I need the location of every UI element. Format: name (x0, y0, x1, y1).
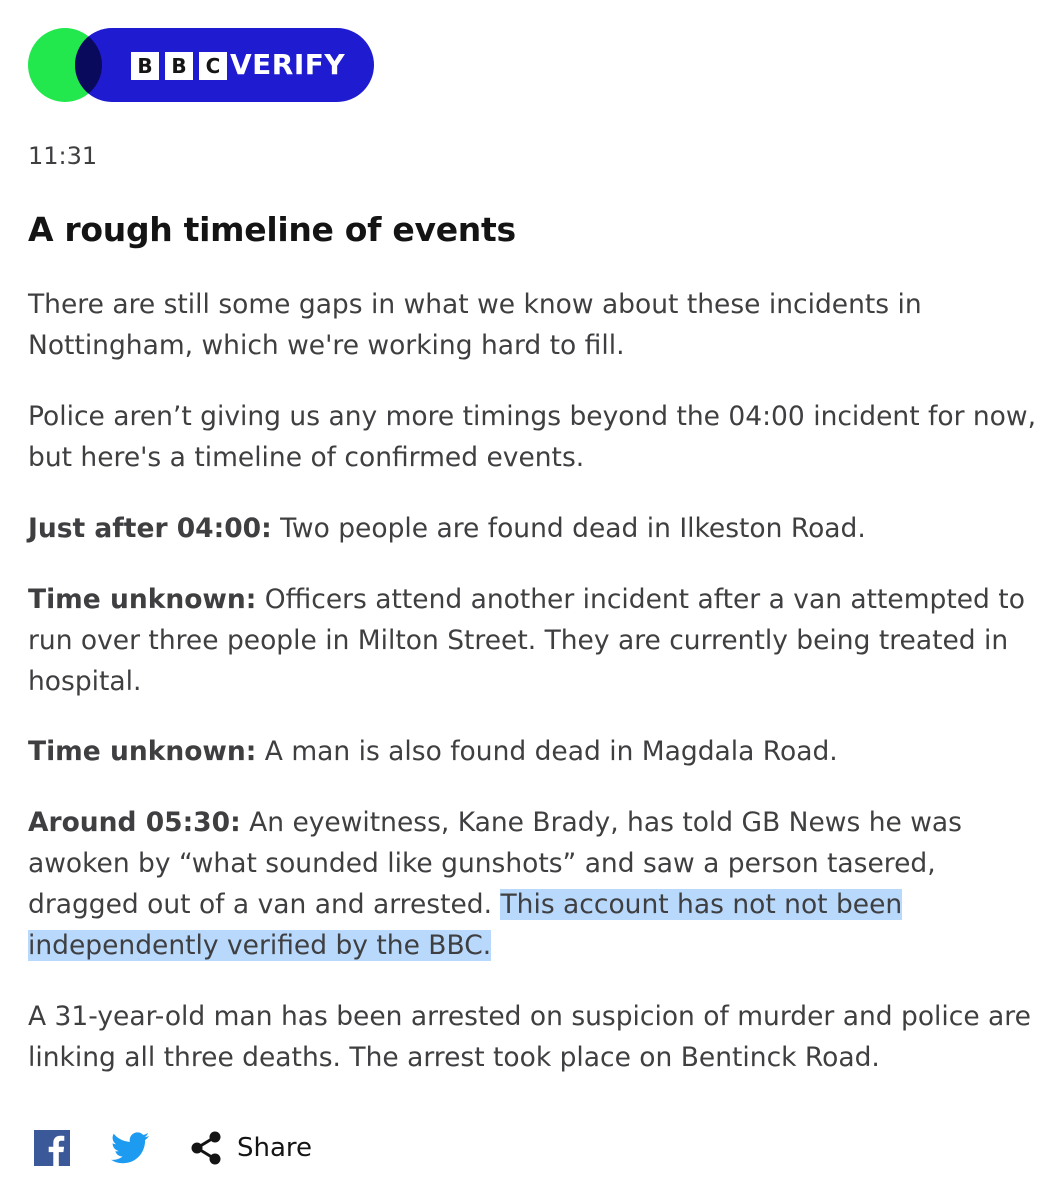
closing-paragraph: A 31-year-old man has been arrested on suspicion of murder and police are linking all three deaths. The arrest took place on Bentinck Road. (28, 1001, 1031, 1073)
share-button[interactable] (189, 1130, 312, 1166)
share-label: Share (237, 1133, 313, 1163)
timeline-entry-2 (28, 579, 1040, 702)
timeline-entry-4 (28, 802, 1040, 966)
bbc-verify-logo (28, 28, 374, 102)
timeline-text: An eyewitness, Kane Brady, has told GB News he was awoken by “what sounded like gunshots” and saw a person tasered, dragged out of a van and arrested. (28, 807, 962, 920)
timeline-label: Time unknown: (28, 584, 257, 615)
logo-block-c: C (199, 52, 227, 80)
timeline-label: Time unknown: (28, 736, 257, 767)
timeline-text: A man is also found dead in Magdala Road. (256, 736, 838, 767)
timeline-entry-3 (28, 731, 1040, 772)
logo-overlap-circle (75, 28, 102, 102)
logo-bbc-blocks (131, 52, 227, 80)
post-timestamp: 11:31 (28, 142, 98, 170)
intro-paragraph-2: Police aren’t giving us any more timings beyond the 04:00 incident for now, but here's a timeline of confirmed events. (28, 401, 1036, 473)
logo-verify-word: VERIFY (230, 48, 346, 81)
logo-blue-pill (75, 28, 374, 102)
highlighted-text: This account has not not been independently verified by the BBC. (28, 889, 903, 961)
post-title: A rough timeline of events (28, 210, 516, 249)
timeline-label: Around 05:30: (28, 807, 241, 838)
twitter-icon[interactable] (111, 1132, 149, 1164)
timeline-label: Just after 04:00: (28, 513, 272, 544)
timeline-text: Officers attend another incident after a van attempted to run over three people in Milton Street. They are currently being treated in hospital. (28, 584, 1025, 697)
timeline-text: Two people are found dead in Ilkeston Road. (271, 513, 866, 544)
logo-block-b2: B (165, 52, 193, 80)
share-icon (189, 1130, 223, 1166)
timeline-entry-1 (28, 508, 1040, 549)
logo-block-b1: B (131, 52, 159, 80)
intro-paragraph-1: There are still some gaps in what we know about these incidents in Nottingham, which we're working hard to fill. (28, 289, 922, 361)
facebook-icon[interactable] (34, 1130, 70, 1166)
share-bar (34, 1126, 312, 1170)
